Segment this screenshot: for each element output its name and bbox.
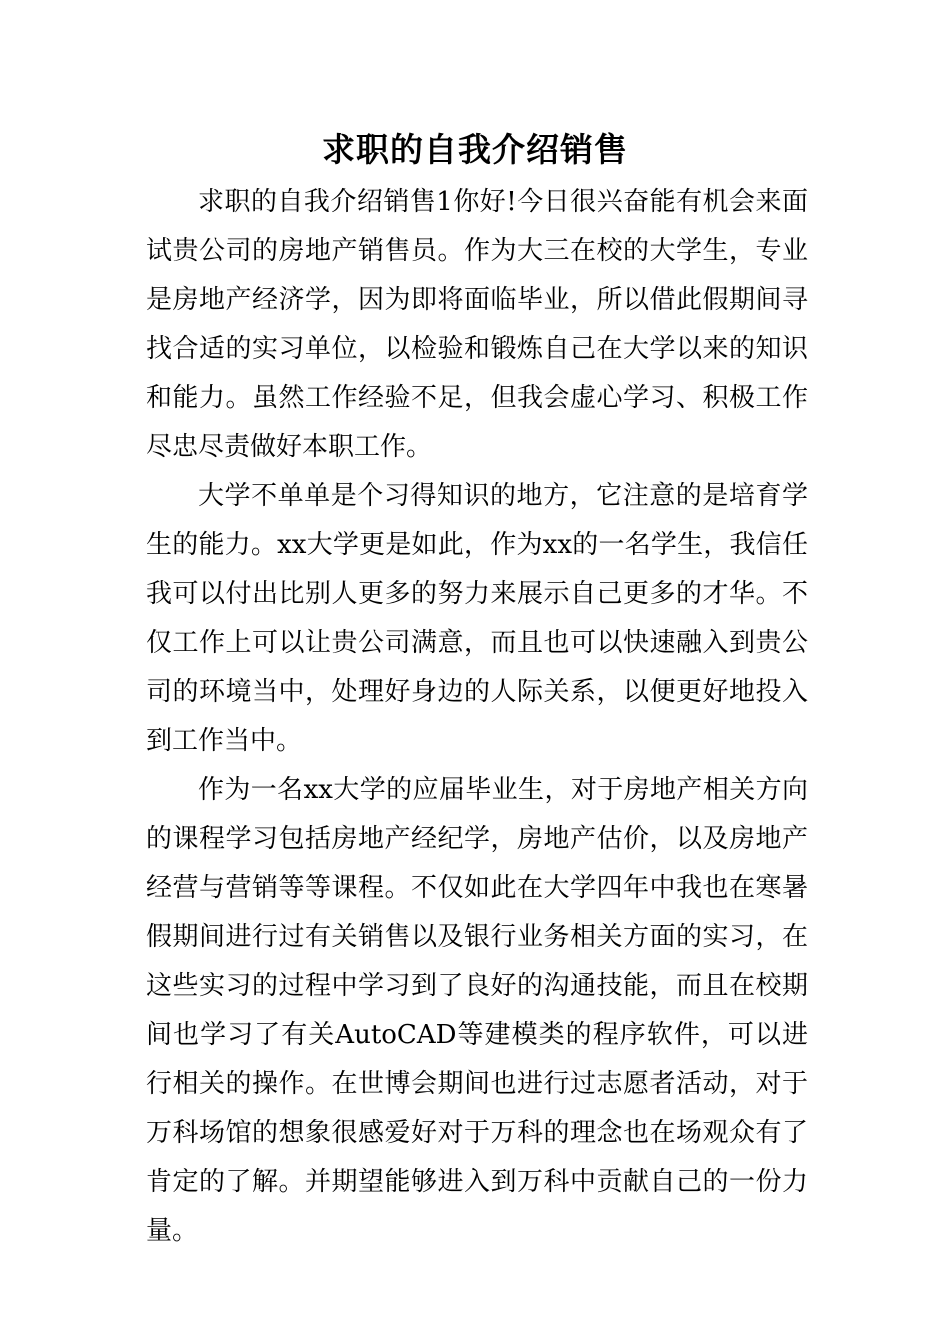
paragraph-1: 求职的自我介绍销售1你好!今日很兴奋能有机会来面试贵公司的房地产销售员。作为大三在校的大学生，专业是房地产经济学，因为即将面临毕业，所以借此假期间寻找合适的实习单位，以检验和锻炼自己在大学以来的知识和能力。虽然工作经验不足，但我会虚心学习、积极工作尽忠尽责做好本职工作。: [146, 187, 808, 462]
document-title: 求职的自我介绍销售: [322, 130, 628, 169]
paragraph-2: 大学不单单是个习得知识的地方，它注意的是培育学生的能力。xx大学更是如此，作为xx的一名学生，我信任我可以付出比别人更多的努力来展示自己更多的才华。不仅工作上可以让贵公司满意，而且也可以快速融入到贵公司的环境当中，处理好身边的人际关系，以便更好地投入到工作当中。: [146, 481, 808, 756]
paragraph-3: 作为一名xx大学的应届毕业生，对于房地产相关方向的课程学习包括房地产经纪学，房地产估价，以及房地产经营与营销等等课程。不仅如此在大学四年中我也在寒暑假期间进行过有关销售以及银行业务相关方面的实习，在这些实习的过程中学习到了良好的沟通技能，而且在校期间也学习了有关AutoCAD等建模类的程序软件，可以进行相关的操作。在世博会期间也进行过志愿者活动，对于万科场馆的想象很感爱好对于万科的理念也在场观众有了肯定的了解。并期望能够进入到万科中贡献自己的一份力量。: [146, 775, 808, 1246]
document-body: [146, 178, 808, 1256]
